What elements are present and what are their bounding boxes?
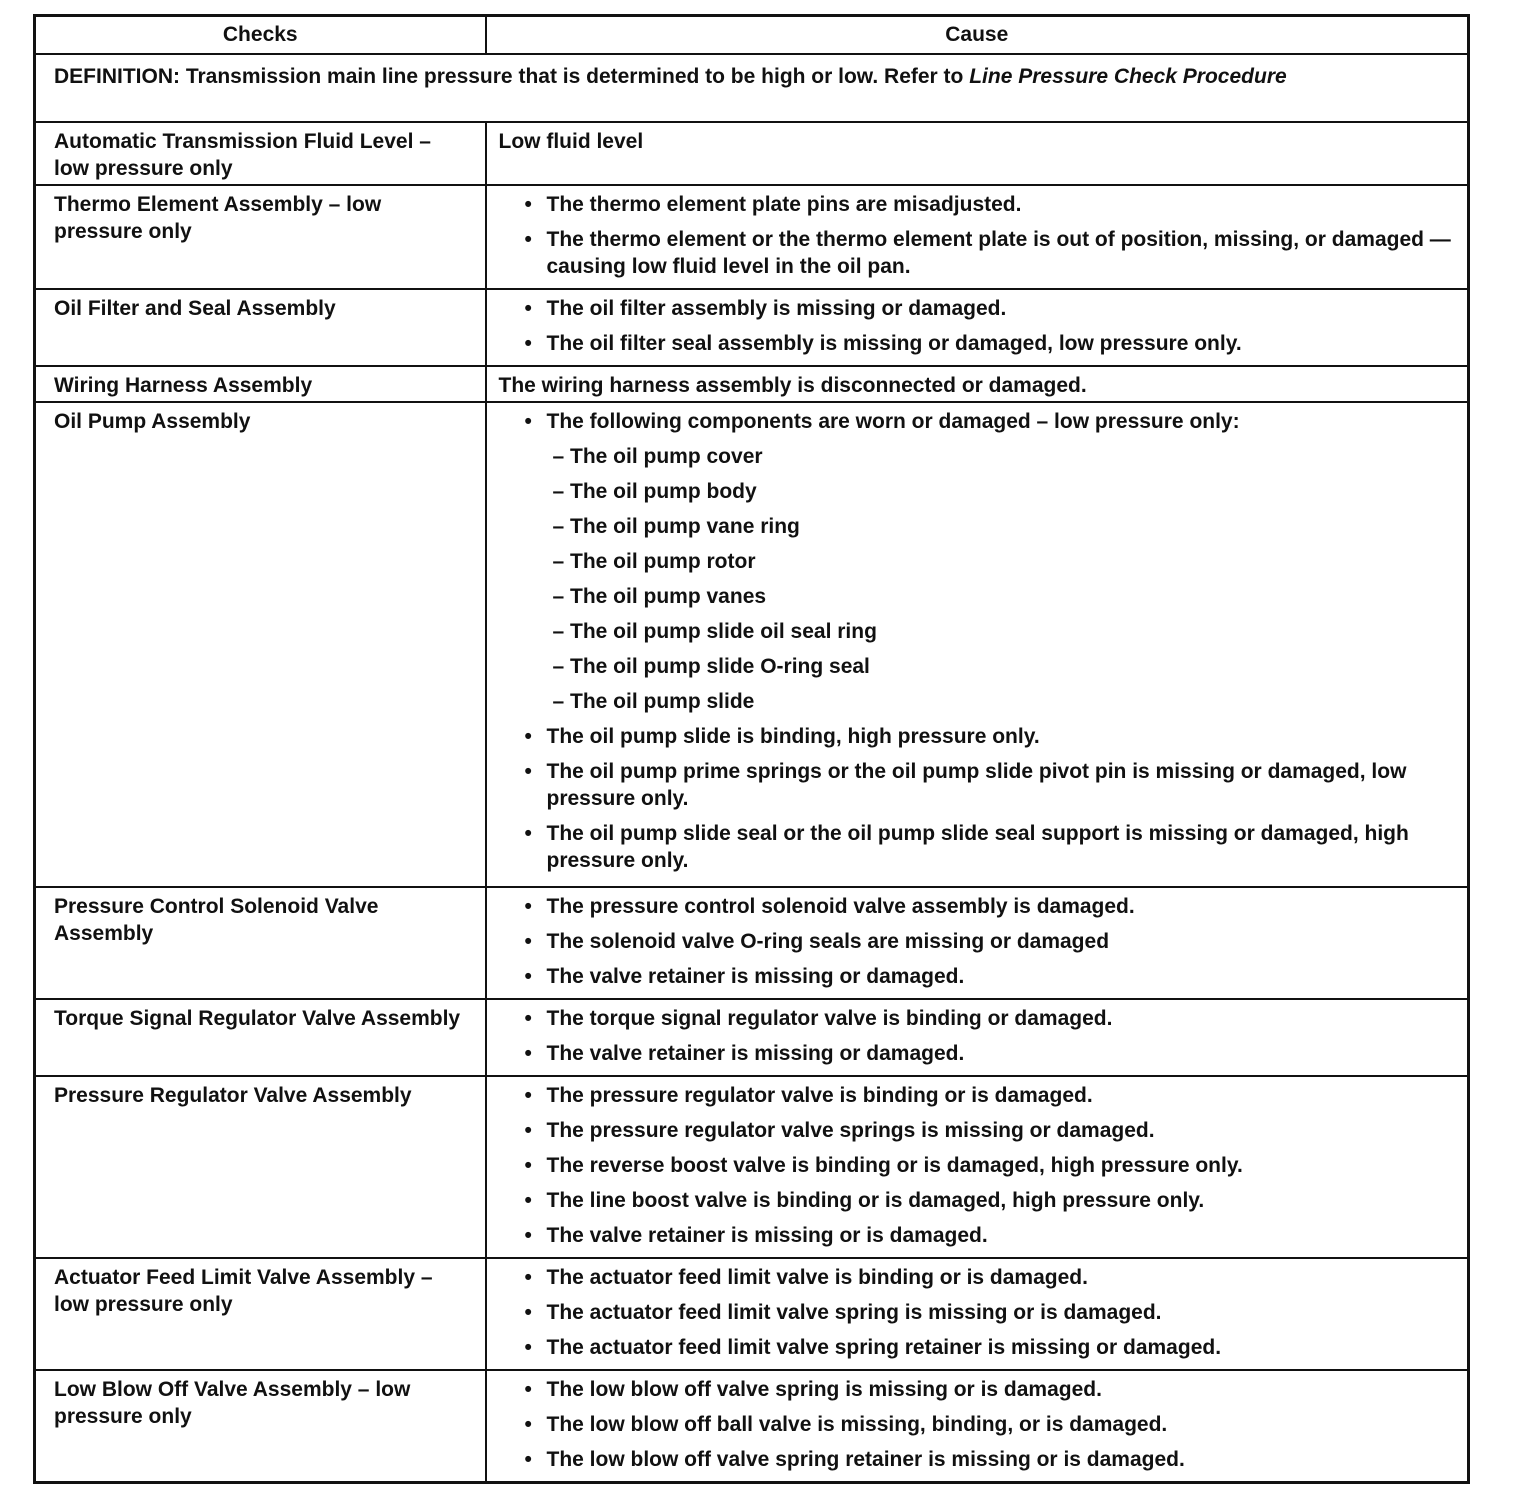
cause-item — [499, 1376, 1456, 1403]
cause-list — [499, 191, 1456, 280]
cause-cell — [486, 887, 1469, 999]
cause-item-text: The actuator feed limit valve spring retainer is missing or damaged. — [546, 1336, 1222, 1359]
cause-item-text: The reverse boost valve is binding or is damaged, high pressure only. — [546, 1154, 1243, 1177]
component-item: – The oil pump vane ring — [499, 513, 1456, 540]
cause-item-text: The oil pump slide is binding, high pressure only. — [546, 725, 1040, 748]
cause-item — [499, 928, 1456, 955]
cause-item-text: The valve retainer is missing or is damaged. — [546, 1224, 988, 1247]
check-cell: Wiring Harness Assembly — [35, 366, 486, 402]
cause-item-text: The pressure regulator valve is binding or is damaged. — [546, 1084, 1093, 1107]
cause-item — [499, 1152, 1456, 1179]
cause-list — [499, 1376, 1456, 1473]
cause-item-text: The low blow off valve spring retainer is missing or is damaged. — [546, 1448, 1185, 1471]
cause-item — [499, 1264, 1456, 1291]
component-item: – The oil pump cover — [499, 443, 1456, 470]
table-row — [35, 185, 1469, 289]
cause-item-text: The pressure control solenoid valve assembly is damaged. — [546, 895, 1135, 918]
cause-item-text: The thermo element or the thermo element plate is out of position, missing, or damaged — causing low fluid level in the oil pan. — [546, 228, 1451, 278]
cause-item — [499, 226, 1456, 280]
cause-list — [499, 1005, 1456, 1067]
cause-cell — [486, 289, 1469, 366]
cause-cell — [486, 999, 1469, 1076]
cause-cell — [486, 1370, 1469, 1483]
cause-list — [499, 1264, 1456, 1361]
component-list — [499, 443, 1456, 715]
cause-item-text: The valve retainer is missing or damaged. — [546, 1042, 965, 1065]
cause-cell — [486, 1258, 1469, 1370]
table-row — [35, 1370, 1469, 1483]
cause-list — [499, 893, 1456, 990]
cause-item — [499, 1082, 1456, 1109]
cause-item-text: The actuator feed limit valve spring is missing or is damaged. — [546, 1301, 1162, 1324]
cause-item — [499, 1222, 1456, 1249]
cause-item — [499, 963, 1456, 990]
cause-cell — [486, 122, 1469, 185]
check-cell: Thermo Element Assembly – low pressure only — [35, 185, 486, 289]
table-row — [35, 366, 1469, 402]
table-row — [35, 402, 1469, 887]
cause-item-text: The oil pump prime springs or the oil pump slide pivot pin is missing or damaged, low pressure only. — [546, 760, 1407, 810]
cause-item — [499, 758, 1456, 812]
definition-text: DEFINITION: Transmission main line pressure that is determined to be high or low. Refer to — [54, 65, 970, 88]
cause-item — [499, 723, 1456, 750]
cause-item-text: The oil filter assembly is missing or damaged. — [546, 297, 1007, 320]
cause-item-text: The low blow off valve spring is missing or is damaged. — [546, 1378, 1102, 1401]
check-cell: Pressure Control Solenoid Valve Assembly — [35, 887, 486, 999]
cause-header: Cause — [486, 16, 1469, 55]
cause-item — [499, 408, 1456, 715]
check-cell: Oil Filter and Seal Assembly — [35, 289, 486, 366]
cause-item-text: The following components are worn or damaged – low pressure only: — [546, 410, 1240, 433]
check-cell: Torque Signal Regulator Valve Assembly — [35, 999, 486, 1076]
table-row — [35, 1258, 1469, 1370]
cause-item — [499, 820, 1456, 874]
cause-item-text: The pressure regulator valve springs is missing or damaged. — [546, 1119, 1155, 1142]
cause-cell — [486, 185, 1469, 289]
cause-list — [499, 1082, 1456, 1249]
cause-item — [499, 893, 1456, 920]
cause-cell — [486, 1076, 1469, 1258]
component-item: – The oil pump vanes — [499, 583, 1456, 610]
cause-list — [499, 295, 1456, 357]
check-cell: Pressure Regulator Valve Assembly — [35, 1076, 486, 1258]
cause-item-text: The actuator feed limit valve is binding or is damaged. — [546, 1266, 1088, 1289]
cause-list — [499, 408, 1456, 874]
cause-item-text: The oil filter seal assembly is missing or damaged, low pressure only. — [546, 332, 1242, 355]
table-row — [35, 999, 1469, 1076]
cause-item — [499, 1117, 1456, 1144]
table-row — [35, 1076, 1469, 1258]
cause-text: The wiring harness assembly is disconnected or damaged. — [498, 374, 1087, 397]
check-cell: Automatic Transmission Fluid Level – low pressure only — [35, 122, 486, 185]
definition-row — [35, 54, 1469, 122]
cause-item — [499, 1334, 1456, 1361]
cause-item — [499, 1299, 1456, 1326]
check-cell: Actuator Feed Limit Valve Assembly – low pressure only — [35, 1258, 486, 1370]
component-item: – The oil pump slide oil seal ring — [499, 618, 1456, 645]
cause-item — [499, 1005, 1456, 1032]
table-row — [35, 122, 1469, 185]
table-row — [35, 887, 1469, 999]
cause-item — [499, 330, 1456, 357]
cause-item-text: The valve retainer is missing or damaged. — [546, 965, 965, 988]
component-item: – The oil pump body — [499, 478, 1456, 505]
cause-cell — [486, 366, 1469, 402]
cause-item — [499, 295, 1456, 322]
diagnostic-table — [33, 14, 1470, 1484]
header-row — [35, 16, 1469, 55]
cause-item — [499, 1187, 1456, 1214]
component-item: – The oil pump slide O-ring seal — [499, 653, 1456, 680]
cause-item-text: The low blow off ball valve is missing, binding, or is damaged. — [546, 1413, 1168, 1436]
check-cell: Oil Pump Assembly — [35, 402, 486, 887]
cause-item — [499, 1411, 1456, 1438]
cause-item-text: The line boost valve is binding or is damaged, high pressure only. — [546, 1189, 1205, 1212]
cause-item-text: The solenoid valve O-ring seals are missing or damaged — [546, 930, 1110, 953]
table-row — [35, 289, 1469, 366]
cause-item — [499, 1040, 1456, 1067]
checks-header: Checks — [35, 16, 486, 55]
check-cell: Low Blow Off Valve Assembly – low pressure only — [35, 1370, 486, 1483]
component-item: – The oil pump rotor — [499, 548, 1456, 575]
cause-item — [499, 1446, 1456, 1473]
cause-item — [499, 191, 1456, 218]
cause-text: Low fluid level — [498, 130, 644, 153]
cause-item-text: The oil pump slide seal or the oil pump slide seal support is missing or damaged, high pressure only. — [546, 822, 1409, 872]
line-pressure-procedure-link[interactable]: Line Pressure Check Procedure — [969, 65, 1287, 88]
cause-item-text: The thermo element plate pins are misadjusted. — [546, 193, 1022, 216]
definition-cell — [35, 54, 1469, 122]
cause-cell — [486, 402, 1469, 887]
cause-item-text: The torque signal regulator valve is binding or damaged. — [546, 1007, 1113, 1030]
component-item: – The oil pump slide — [499, 688, 1456, 715]
